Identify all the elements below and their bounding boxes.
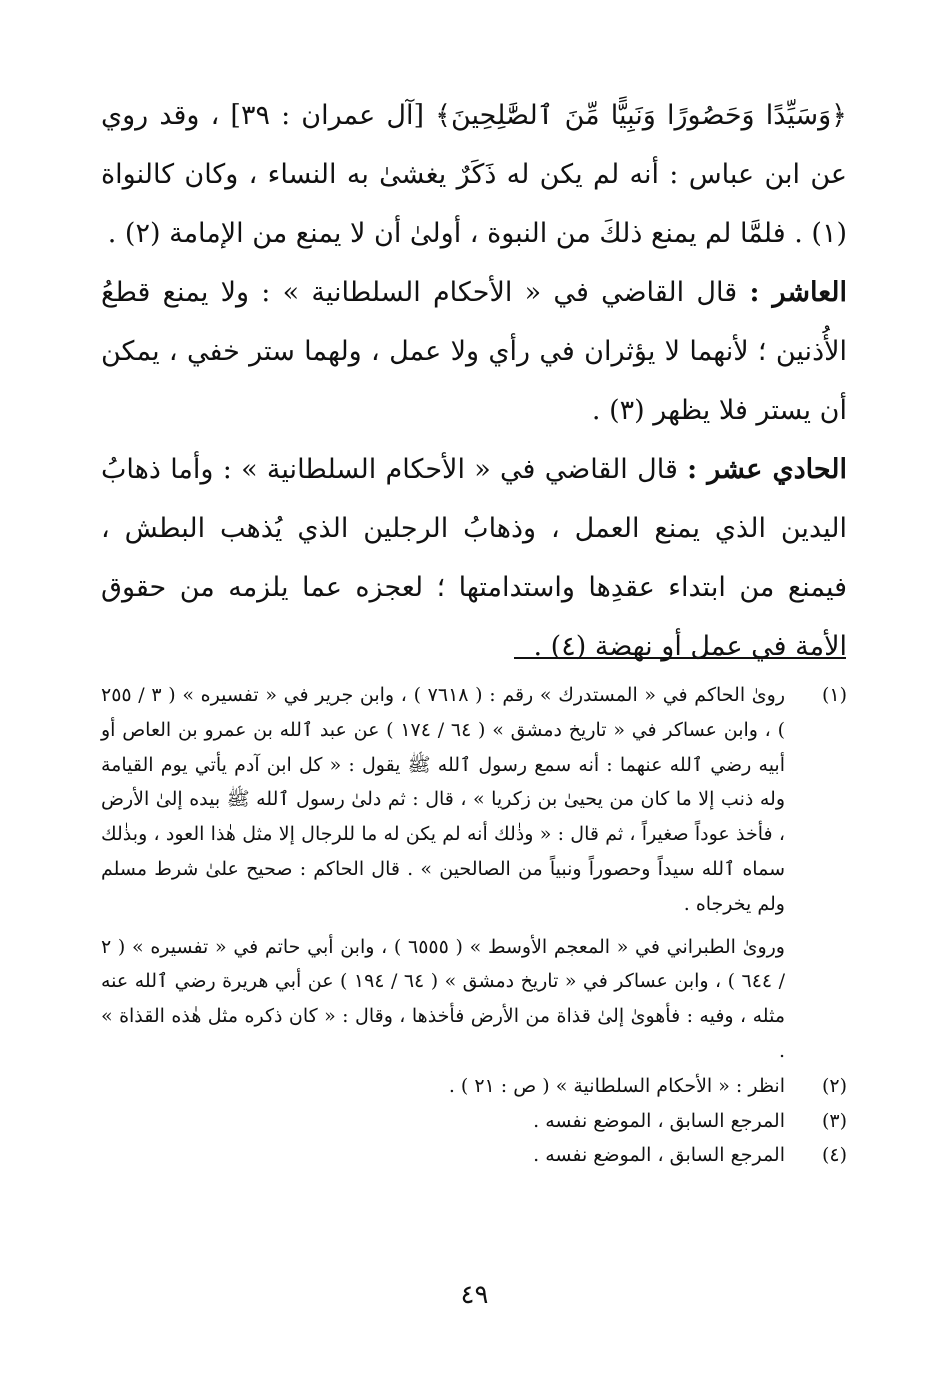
paragraph-2-text: قال القاضي في « الأحكام السلطانية » : ولا يمنع قطعُ الأُذنين ؛ لأنهما لا يؤثران في رأي ولا عمل ، ولهما ستر خفي ، يمكن أن يستر فلا يظهر (٣) . [101,277,847,426]
page-number: ٤٩ [460,1280,489,1310]
footnote-1-paragraph-2: وروىٰ الطبراني في « المعجم الأوسط » ( ٦٥٥٥ ) ، وابن أبي حاتم في « تفسيره » ( ٢ / ٦٤٤ ) ، وابن عساكر في « تاريخ دمشق » ( ٦٤ / ١٩٤ ) عن أبي هريرة رضي ٱلله عنه مثله ، وفيه : فأهوىٰ إلىٰ قذاة من الأرض فأخذها ، وقال : « كان ذكره مثل هٰذه القذاة » . [101,935,785,1062]
paragraph-3 [101,440,847,676]
paragraph-1 [101,86,847,263]
paragraph-1-text: ﴿وَسَيِّدًا وَحَصُورًا وَنَبِيًّا مِّنَ ٱلصَّٰلِحِينَ﴾ [آل عمران : ٣٩] ، وقد روي عن ابن عباس : أنه لم يكن له ذَكَرٌ يغشىٰ به النساء ، وكان كالنواة (١) . فلمَّا لم يمنع ذلكَ من النبوة ، أولىٰ أن لا يمنع من الإمامة (٢) . [101,100,848,249]
footnote-2-number: (٢) [821,1074,847,1097]
footnote-4-number: (٤) [821,1144,847,1167]
footnote-3-body: المرجع السابق ، الموضع نفسه . [533,1109,785,1132]
main-text [101,86,847,676]
paragraph-2-heading: العاشر : [749,277,847,308]
footnote-divider [514,657,846,659]
paragraph-3-text: قال القاضي في « الأحكام السلطانية » : وأما ذهابُ اليدين الذي يمنع العمل ، وذهابُ الرجلين الذي يُذهب البطش ، فيمنع من ابتداء عقدِها واستدامتها ؛ لعجزه عما يلزمه من حقوق الأمة في عمل أو نهضة (٤) . [101,454,847,662]
footnote-3 [101,1104,847,1139]
footnote-2 [101,1069,847,1104]
paragraph-2 [101,263,847,440]
footnote-4 [101,1138,847,1173]
footnote-4-body: المرجع السابق ، الموضع نفسه . [533,1144,785,1167]
footnote-1-paragraph-1: روىٰ الحاكم في « المستدرك » رقم : ( ٧٦١٨ ) ، وابن جرير في « تفسيره » ( ٣ / ٢٥٥ ) ، وابن عساكر في « تاريخ دمشق » ( ٦٤ / ١٧٤ ) عن عبد ٱلله بن عمرو بن العاص أو أبيه رضي ٱلله عنهما : أنه سمع رسول ٱلله ﷺ يقول : « كل ابن آدم يأتي يوم القيامة وله ذنب إلا ما كان من يحيىٰ بن زكريا » ، قال : ثم دلىٰ رسول ٱلله ﷺ بيده إلىٰ الأرض ، فأخذ عوداً صغيراً ، ثم قال : « وذٰلك أنه لم يكن له ما للرجال إلا مثل هٰذا العود ، وبذٰلك سماه ٱلله سيداً وحصوراً ونبياً من الصالحين » . قال الحاكم : صحيح علىٰ شرط مسلم ولم يخرجاه . [101,684,786,915]
footnote-3-number: (٣) [821,1109,847,1132]
paragraph-3-heading: الحادي عشر : [687,454,847,485]
footnotes [101,678,847,1173]
footnote-1 [101,678,847,1069]
footnote-1-body [101,678,785,1069]
footnote-2-body: انظر : « الأحكام السلطانية » ( ص : ٢١ ) . [448,1074,785,1097]
footnote-1-number: (١) [821,684,847,706]
